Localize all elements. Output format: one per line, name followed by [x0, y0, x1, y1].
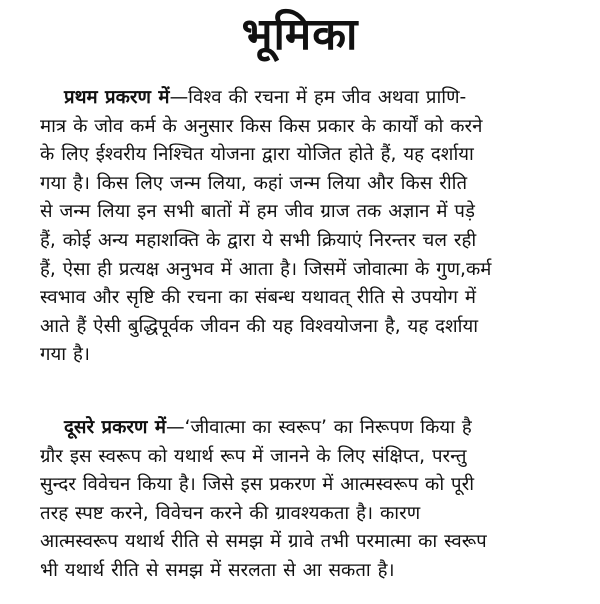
- paragraph-line: के लिए ईश्वरीय निश्चित योजना द्वारा योजित होते हैं, यह दर्शाया: [40, 144, 474, 166]
- chapter-heading: दूसरे प्रकरण में: [64, 417, 167, 438]
- paragraph-line: सुन्दर विवेचन किया है। जिसे इस प्रकरण में आत्मस्वरूप को पूरी: [40, 474, 475, 496]
- chapter-heading: प्रथम प्रकरण में: [64, 87, 170, 108]
- line-text: —विश्व की रचना में हम जीव अथवा प्राणि-: [169, 87, 467, 108]
- paragraph-first-chapter: [40, 84, 594, 370]
- line-text: —‘जीवात्मा का स्वरूप’ का निरूपण किया है: [166, 417, 472, 438]
- paragraph-line: आते हैं ऐसी बुद्धिपूर्वक जीवन की यह विश्वयोजना है, यह दर्शाया: [40, 315, 479, 337]
- paragraph-second-chapter: [40, 414, 594, 586]
- paragraph-line: स्वभाव और सृष्टि की रचना का संबन्ध यथावत् रीति से उपयोग में: [40, 287, 476, 309]
- paragraph-line: गया है।: [40, 344, 90, 366]
- page-title: भूमिका: [241, 9, 359, 60]
- paragraph-line: हैं, कोई अन्य महाशक्ति के द्वारा ये सभी क्रियाएं निरन्तर चल रही: [40, 229, 477, 251]
- paragraph-line: [40, 414, 594, 443]
- paragraph-line: [40, 84, 594, 113]
- paragraph-line: गया है। किस लिए जन्म लिया, कहां जन्म लिया और किस रीति: [40, 172, 468, 194]
- paragraph-line: भी यथार्थ रीति से समझ में सरलता से आ सकता है।: [40, 559, 395, 581]
- paragraph-line: से जन्म लिया इन सभी बातों में हम जीव ग्राज तक अज्ञान में पड़े: [40, 201, 475, 223]
- paragraph-line: तरह स्पष्ट करने, विवेचन करने की ग्रावश्यकता है। कारण: [40, 502, 421, 524]
- paragraph-line: ग्रौर इस स्वरूप को यथार्थ रूप में जानने के लिए संक्षिप्त, परन्तु: [40, 445, 467, 467]
- paragraph-line: मात्र के जोव कर्म के अनुसार किस किस प्रकार के कार्यों को करने: [40, 115, 483, 137]
- paragraph-line: हैं, ऐसा ही प्रत्यक्ष अनुभव में आता है। जिसमें जोवात्मा के गुण,कर्म: [40, 258, 492, 280]
- paragraph-line: आत्मस्वरूप यथार्थ रीति से समझ में ग्रावे तभी परमात्मा का स्वरूप: [40, 531, 487, 553]
